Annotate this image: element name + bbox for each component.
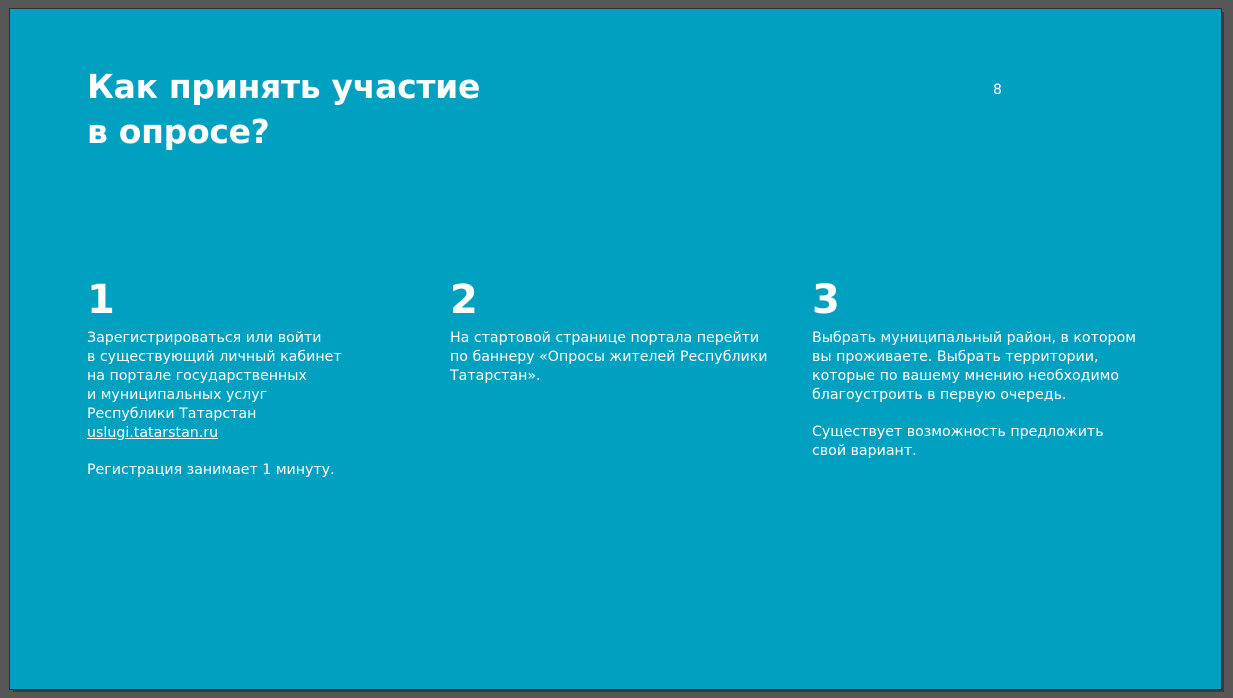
step-1-line-3: на портале государственных [87,368,307,384]
step-1-spacer [87,443,427,461]
step-2-line-2: по баннеру «Опросы жителей Республики [450,349,768,365]
step-3-note-line-1: Существует возможность предложить [812,424,1104,440]
step-3-spacer [812,405,1152,423]
step-2-line-3: Татарстан». [450,368,541,384]
step-3 [812,275,1152,461]
slide-title-line-1: Как принять участие [87,67,481,106]
step-3-note-line-2: свой вариант. [812,443,917,459]
slide-page [10,9,1221,689]
step-2-description [450,329,790,386]
step-3-line-4: благоустроить в первую очередь. [812,387,1067,403]
step-1-line-4: и муниципальных услуг [87,387,268,403]
step-3-line-1: Выбрать муниципальный район, в котором [812,330,1136,346]
step-3-number: 3 [812,277,840,323]
step-1-line-5: Республики Татарстан [87,406,257,422]
step-1-description [87,329,427,443]
step-1-number: 1 [87,277,115,323]
portal-link[interactable]: uslugi.tatarstan.ru [87,425,219,441]
step-2 [450,275,790,386]
step-2-line-1: На стартовой странице портала перейти [450,330,760,346]
page-number: 8 [993,82,1002,98]
step-3-note [812,423,1152,461]
step-3-line-2: вы проживаете. Выбрать территории, [812,349,1099,365]
step-1-line-2: в существующий личный кабинет [87,349,342,365]
slide-title [87,64,480,154]
step-1 [87,275,427,480]
step-1-note [87,461,427,480]
slide-title-line-2: в опросе? [87,112,270,151]
step-1-line-1: Зарегистрироваться или войти [87,330,322,346]
step-2-number: 2 [450,277,478,323]
step-1-note-line-1: Регистрация занимает 1 минуту. [87,462,335,478]
step-3-description [812,329,1152,405]
step-3-line-3: которые по вашему мнению необходимо [812,368,1120,384]
